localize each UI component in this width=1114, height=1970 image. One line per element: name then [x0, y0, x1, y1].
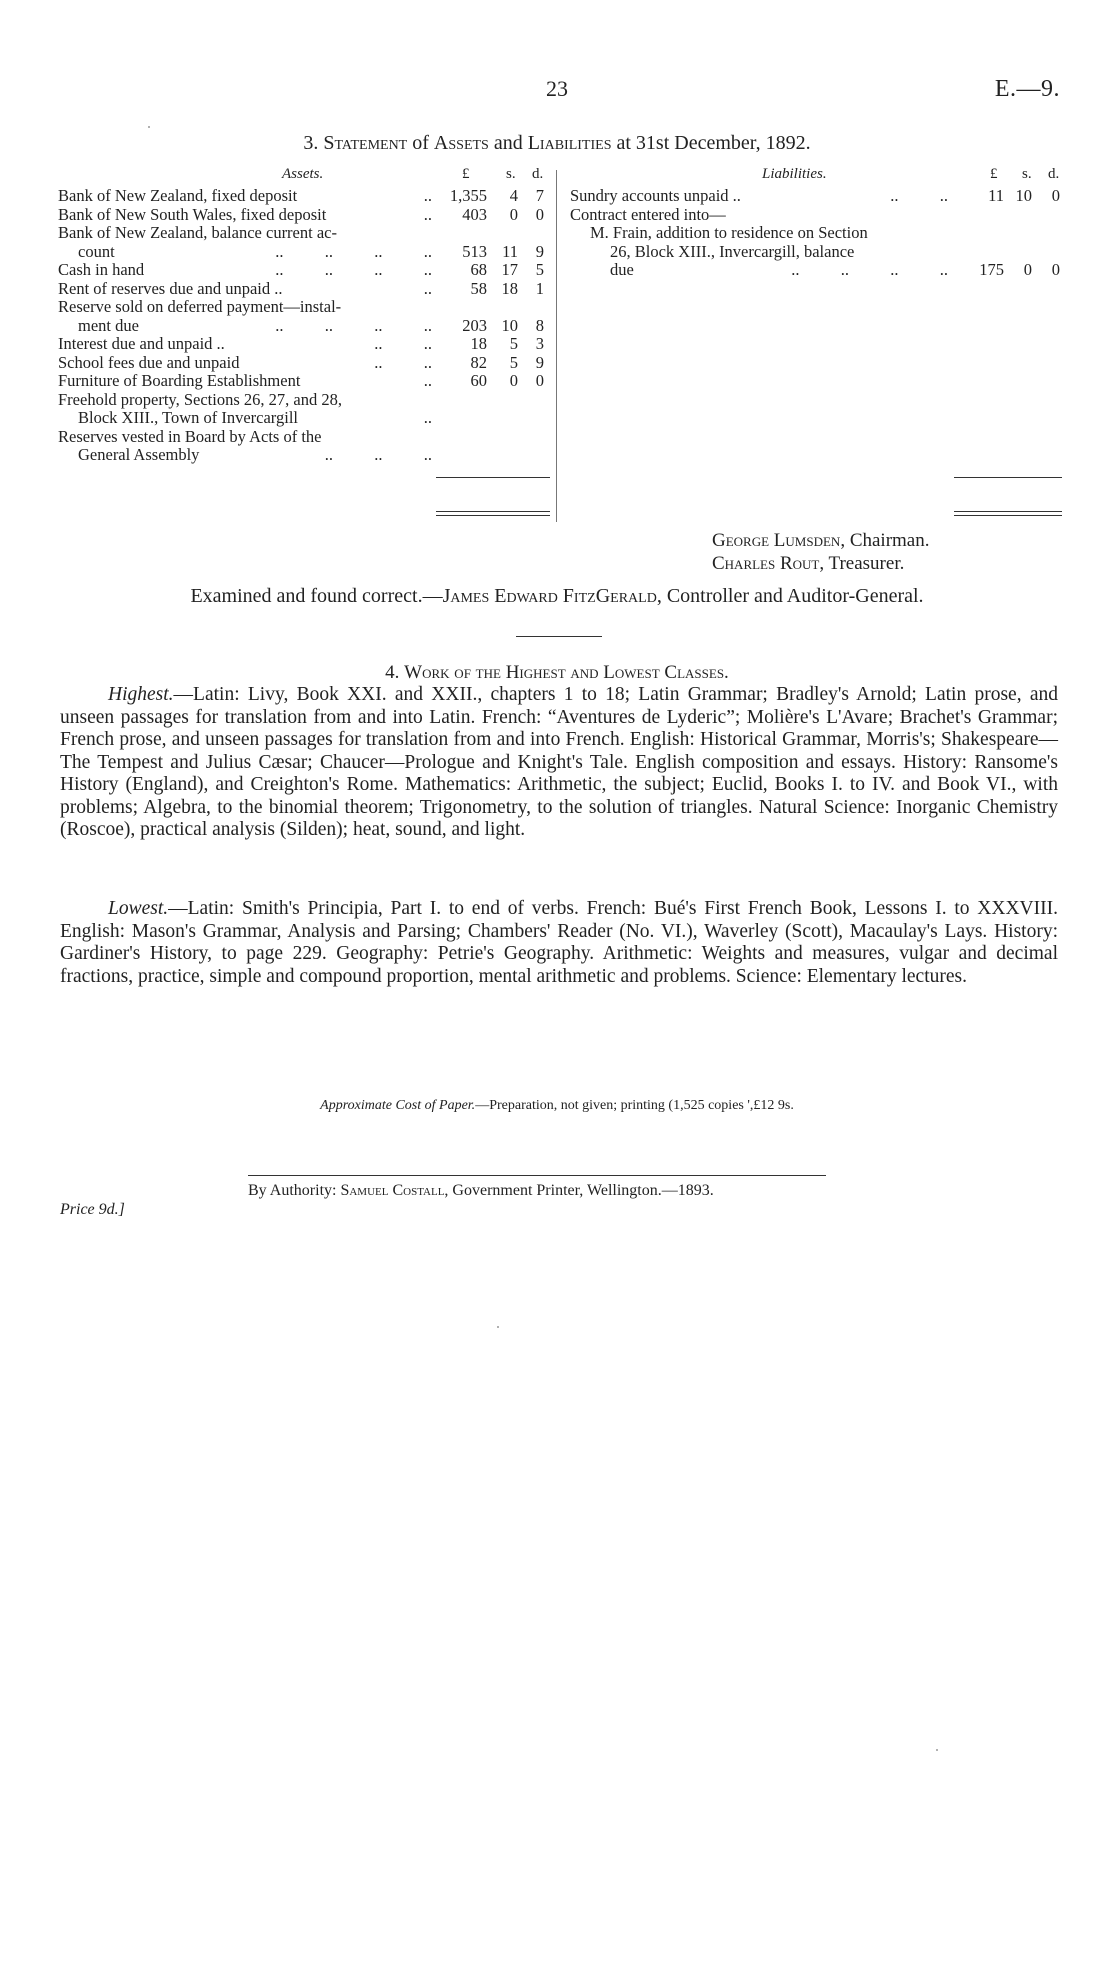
asset-amount-pounds: 203 [462, 315, 487, 335]
asset-amount-shillings: 0 [509, 204, 518, 224]
liability-leader-dots: .. .. [890, 186, 948, 205]
asset-amount-shillings: 0 [509, 371, 518, 390]
asset-amount-pounds: 513 [462, 241, 487, 261]
asset-amount-pence: 9 [535, 352, 544, 372]
asset-amount-pence: 1 [535, 278, 544, 298]
asset-leader-dots: .. [423, 408, 432, 427]
lowest-class-lead: Lowest. [108, 898, 169, 919]
asset-amount-pounds: 18 [470, 334, 487, 353]
printer-lead: By Authority: [248, 1182, 341, 1199]
asset-amount-shillings: 4 [509, 186, 518, 205]
asset-label: Freehold property, Sections 26, 27, and 28, [58, 389, 342, 409]
asset-leader-dots: .. [423, 371, 432, 390]
work-section-number: 4. [385, 662, 400, 683]
liabilities-unit-pence: d. [1048, 166, 1060, 182]
asset-leader-dots: .. .. [374, 334, 432, 353]
auditor-lead: Examined and found correct.— [190, 585, 443, 607]
asset-label: Bank of New South Wales, fixed deposit [58, 204, 327, 224]
statement-title-date: at 31st December, 1892. [616, 132, 811, 154]
asset-amount-shillings: 17 [501, 260, 518, 279]
asset-amount-pounds: 60 [470, 371, 487, 390]
liability-amount-shillings: 0 [1023, 260, 1032, 279]
asset-leader-dots: .. .. [374, 352, 432, 372]
lowest-class-text: —Latin: Smith's Principia, Part I. to end of verbs. French: Bué's First French Book, Lessons I. to XXXVIII. English: Mason's Grammar, Analysis and Parsing; Chambers' Reader (No. VI.), Waverley (Scott), Macaulay's Lays. History: Gardiner's History, to page 229. Geography: Petrie's Geography. Arithmetic: Weights and measures, vulgar and decimal fractions, practice, simple and compound proportion, mental arithmetic and problems. Science: Elementary lectures. [60, 898, 1058, 987]
asset-amount-shillings: 18 [501, 278, 518, 298]
asset-leader-dots: .. [423, 278, 432, 298]
liability-amount-pence: 0 [1051, 260, 1060, 279]
page-number: 23 [546, 76, 568, 101]
asset-amount-pence: 0 [535, 204, 544, 224]
assets-heading: Assets. [282, 166, 324, 182]
cost-note-text: —Preparation, not given; printing (1,525 copies ',£12 9s. [475, 1098, 794, 1113]
liability-amount-pounds: 175 [979, 260, 1004, 279]
asset-amount-pounds: 58 [470, 278, 487, 298]
liability-label: 26, Block XIII., Invercargill, balance [610, 241, 855, 261]
statement-title-word: Statement [323, 132, 408, 154]
asset-label: Reserves vested in Board by Acts of the [58, 426, 322, 446]
statement-title-word: Liabilities [527, 132, 612, 154]
chairman-role: , Chairman. [840, 530, 930, 551]
highest-class-paragraph [60, 684, 1058, 842]
asset-label: Bank of New Zealand, balance current ac- [58, 223, 337, 242]
series-code: E.—9. [994, 76, 1060, 102]
highest-class-lead: Highest. [108, 684, 174, 705]
treasurer-name: Charles Rout [712, 553, 820, 574]
asset-amount-pence: 0 [535, 371, 544, 390]
work-section-title [0, 662, 1114, 684]
asset-amount-shillings: 11 [502, 241, 518, 261]
ledger-divider [556, 170, 557, 522]
asset-amount-pence: 9 [535, 241, 544, 261]
asset-leader-dots: .. [423, 186, 432, 205]
asset-label: Block XIII., Town of Invercargill [78, 408, 299, 427]
asset-label: Reserve sold on deferred payment—instal- [58, 297, 342, 316]
statement-title-word: of [412, 132, 429, 154]
liability-amount-shillings: 10 [1015, 186, 1032, 205]
liability-amount-pence: 0 [1051, 186, 1060, 205]
asset-label: Cash in hand [58, 260, 145, 279]
scan-speck [497, 1326, 499, 1328]
asset-leader-dots: .. .. .. .. [275, 315, 432, 335]
assets-double-rule [436, 511, 550, 512]
liabilities-unit-pounds: £ [990, 166, 998, 182]
asset-leader-dots: .. [423, 204, 432, 224]
asset-label: Interest due and unpaid .. [58, 334, 225, 353]
cost-note-lead: Approximate Cost of Paper. [320, 1098, 476, 1113]
liabilities-heading: Liabilities. [762, 166, 827, 182]
auditor-role: , Controller and Auditor-General. [656, 585, 924, 607]
statement-title-word: Assets [433, 132, 489, 154]
asset-amount-pounds: 68 [470, 260, 487, 279]
auditor-certification [0, 585, 1114, 608]
asset-amount-shillings: 5 [509, 334, 518, 353]
asset-amount-pence: 5 [535, 260, 544, 279]
cost-note [0, 1098, 1114, 1114]
liabilities-total-rule [954, 477, 1062, 478]
section-divider [516, 636, 602, 637]
liability-label: M. Frain, addition to residence on Section [590, 223, 868, 242]
asset-label: School fees due and unpaid [58, 352, 240, 372]
chairman-signature [712, 530, 930, 552]
chairman-name: George Lumsden [712, 530, 841, 551]
auditor-name: James Edward FitzGerald [442, 585, 657, 607]
liability-amount-pounds: 11 [988, 186, 1004, 205]
printer-imprint [248, 1182, 714, 1200]
liability-label: Sundry accounts unpaid .. [570, 186, 741, 205]
assets-unit-shillings: s. [506, 166, 516, 182]
scan-speck [936, 1749, 938, 1751]
asset-leader-dots: .. .. .. [324, 445, 432, 464]
treasurer-role: , Treasurer. [819, 553, 905, 574]
liability-leader-dots: .. .. .. .. [791, 260, 948, 279]
work-section-heading: Work of the Highest and Lowest Classes. [404, 662, 729, 683]
liabilities-unit-shillings: s. [1022, 166, 1032, 182]
printer-name: Samuel Costall [340, 1182, 445, 1199]
asset-label: Furniture of Boarding Establishment [58, 371, 301, 390]
asset-amount-shillings: 10 [501, 315, 518, 335]
asset-label: Bank of New Zealand, fixed deposit [58, 186, 298, 205]
asset-label: General Assembly [78, 445, 200, 464]
asset-amount-shillings: 5 [509, 352, 518, 372]
printer-tail: , Government Printer, Wellington.—1893. [444, 1182, 714, 1199]
statement-title [0, 132, 1114, 155]
asset-leader-dots: .. .. .. .. [275, 260, 432, 279]
statement-number: 3. [303, 132, 319, 154]
highest-class-text: —Latin: Livy, Book XXI. and XXII., chapters 1 to 18; Latin Grammar; Bradley's Arnold; Latin prose, and unseen passages for translation from and into Latin. French: “Aventures de Lyderic”; Molière's L'Avare; Brachet's Grammar; French prose, and unseen passages for translation from and into French. English: Historical Grammar, Morris's; Shakespeare—The Tempest and Julius Cæsar; Chaucer—Prologue and Knight's Tale. English composition and essays. History: Ransome's History (England), and Creighton's Rome. Mathematics: Arithmetic, the subject; Euclid, Books I. to IV. and Book VI., with problems; Algebra, to the binomial theorem; Trigonometry, to the solution of triangles. Natural Science: Inorganic Chemistry (Roscoe), practical analysis (Silden); heat, sound, and light. [60, 684, 1058, 840]
assets-unit-pence: d. [532, 166, 544, 182]
liabilities-double-rule [954, 515, 1062, 516]
liability-label: Contract entered into— [570, 204, 726, 224]
assets-total-rule [436, 477, 550, 478]
footer-rule [248, 1175, 826, 1176]
scan-speck [148, 126, 150, 128]
asset-label: ment due [78, 315, 139, 335]
asset-amount-pence: 8 [535, 315, 544, 335]
assets-double-rule [436, 515, 550, 516]
asset-amount-pence: 7 [535, 186, 544, 205]
asset-amount-pounds: 1,355 [449, 186, 487, 205]
asset-amount-pence: 3 [535, 334, 544, 353]
price-label: Price 9d.] [60, 1201, 125, 1218]
statement-title-word: and [493, 132, 523, 154]
asset-leader-dots: .. .. .. .. [275, 241, 432, 261]
liabilities-double-rule [954, 511, 1062, 512]
asset-label: Rent of reserves due and unpaid .. [58, 278, 283, 298]
asset-amount-pounds: 403 [462, 204, 487, 224]
liability-label: due [610, 260, 634, 279]
asset-amount-pounds: 82 [470, 352, 487, 372]
asset-label: count [78, 241, 115, 261]
assets-unit-pounds: £ [462, 166, 470, 182]
treasurer-signature [712, 553, 904, 575]
lowest-class-paragraph [60, 898, 1058, 988]
